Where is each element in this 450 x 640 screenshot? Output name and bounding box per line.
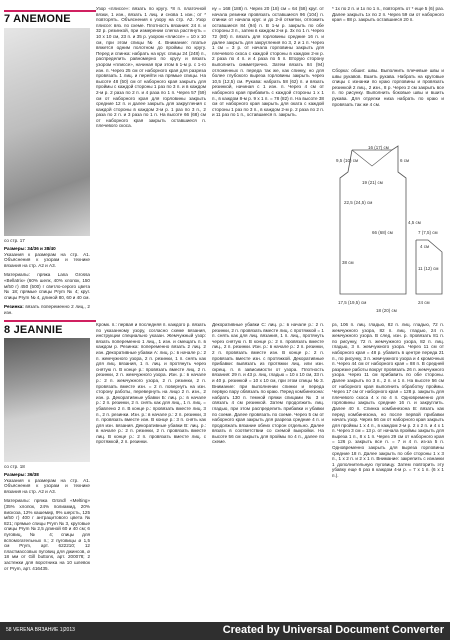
anemone-column-4: * 1х по 2 п. и 1х по 1 п., повторять от * еще 5 (6) раз. Далее закрыть 1х по 2 п. Через 59 см от наборного края = 88 р. закрыть оставшиеся 20 п. [332, 6, 444, 23]
anemone-photo-caption: со стр. 17 [4, 238, 25, 243]
anemone-pattern-schema [332, 144, 446, 318]
jeannie-photo [4, 338, 90, 462]
anemone-sizes-text: Указания к размерам на стр. А1. Объяснения к узорам и технике вязания на стр. А2 и А3. [4, 251, 90, 268]
schema-label-j: 4 см [420, 244, 430, 249]
jeannie-column-3: Декоративные убавки С: лиц. р.: в начале р.: 2 п. резинки, 2 п. провязать вместе лиц. с протяжкой = 1 п. снять как для лиц. вязания, 1 п. лиц., протянуть через снятую п. В конце р.: 2 п. провязать вместе лиц., 2 п. резинки. Изн. р.: в начале р.: 2 п. резинки, 2 п. провязать вместе изн. В конце р.: 2 п. провязать вместе изн. с протяжкой. Декоративные прибавки: вывязать из протяжки лиц. или изн. скрещ. п. в зависимости от узора. Плотность вязания: 29 п. и 43 р. лиц. гладью = 10 х 10 см, 33 п. и 40 р. резинкой = 10 х 10 см, при этом спицы № 3. Внимание: при выполнении спинки и переда первую пару обвязать по краю. Перед комбинезона: набрать 130 п. темной пряжи спицами № 3 и связать 4 см резинкой. Затем продолжить лиц. гладью, при этом распределить прибавки и убавки по схеме. Далее провязать по схеме. Через 5 см от наборного края закрыть для разреза средние 4 п. и продолжать вязание обеих сторон отдельно. Далее вязать в соответствии со схемой выкройки. На высоте 56 см закрыть для проймы по 4 п., далее по схеме. [212, 322, 324, 445]
section-title-anemone: 7 ANEMONE [4, 13, 71, 25]
page-number-masthead: 58 VERENA ВЯЗАНИЕ 1|2013 [6, 627, 75, 633]
jeannie-materials: Материалы: пряжа Gründl «Melting» (35% хлопок, 24% полиамид, 20% вискоза, 12% кашемир, 9% шерсть, 125 м/50 г) 400 г антрацитового цвета № 821; прямые спицы Prym № 3, круговые спицы Prym № 2,5 длиной 60 и 40 см; 6 пуговиц, № 4; спицы для вспомогательных п.; 2 пуговицы ø 1,5 см Prym, арт. 622210; 12 пластмассовых пуговиц для джинсов, ø 18 мм от Gill buttons, арт. 200078; 2 застежки для воротника на 10 шлевок от Prym, арт. 416435. [4, 498, 90, 571]
jeannie-photo-caption: со стр. 18 [4, 464, 25, 469]
anemone-photo [4, 28, 90, 236]
anemone-sizes-label: Размеры: 34/36 и 38/40 [4, 246, 56, 251]
schema-label-f: 66 (68) см [372, 230, 393, 235]
anemone-edge-label: Резинка: [4, 304, 24, 310]
schema-label-c: 6 см [400, 158, 410, 163]
jeannie-sizes-text: Указания к размерам на стр. А1. Объяснения к узорам и технике вязания на стр. А2 и А3. [4, 477, 90, 494]
jeannie-info [4, 472, 90, 620]
schema-label-k: 7 (7,5) см [418, 230, 438, 235]
anemone-column-3: ну = 168 (188) п. Через 20 (18) см = 64 (58) круг. от начала резинки провязать оставшиеся 96 (104) п. спинки от начала круг. и до 2-й отметки, отложить оставшиеся 84 (94) п. В 1-м р. закрыть по обе стороны 3 п., затем в каждом 2-м р. 3х по 1 п. Через 72 (80) п. вязать для горловины средние 16 п. и далее закрыть для закругления по 3, 2 и 1 п. Через 1 см = 3 р. от начала горловины закрыть для плечевого скоса с каждой стороны в каждом 2-м р. 2 раза по 4 п. и 4 раза по 5 п. Вторую сторону выполнить симметрично. Затем вязать 84 (94) отложенных п. переда так же, как спинку, но для более глубокого выреза горловины закрыть через 10,5 (12,5) см. Рукава: набрать 58 (62) п. и вязать резинкой, начиная с 1 изн. п. Через 4 см от наборного края прибавить с каждой стороны 1 х 1 п., в каждом 8-м р. 9 х 1 п. = 78 (82) п. На высоте 38 см от наборного края закрыть для оката с каждой стороны 1 раз по 3 п., в каждом 2-м р. 2 раза по 2 п. и 11 раз по 1 п., оставшиеся п. закрыть. [212, 6, 324, 118]
schema-label-g: 38 см [342, 260, 354, 265]
section-rule [4, 320, 96, 322]
schema-label-m: 24 см [418, 300, 430, 305]
jeannie-sizes-label: Размеры: 36/38 [4, 472, 39, 477]
schema-label-i: 18 (20) см [376, 308, 397, 313]
schema-label-b: 16 (17) см [368, 145, 389, 150]
schema-body-outline [340, 146, 406, 294]
section-rule [4, 10, 96, 12]
converter-watermark: Created by Universal Document Converter [222, 624, 444, 636]
jeannie-column-4: рз, 106 п. лиц. гладью, 82 п. лиц. гладью, 72 п. жемчужного узора, 82 п. лиц. гладью, 24 п. жемчужного узора. В след. изн. р. провязать 81 п. по рисунку, 72 п. жемчужного узора, 82 п. лиц. гладью, 3 п. жемчужного узора. Через 11 см от наборного края = 48 р. убавить в центре переда 21 п., по рисунку, 3 п. жемчужного узора и 4 кромочных п. Через 44 см от наборного края = 88 п. В средней разрезке работы вокруг провязать 26 п. жемчужного узора. Через 11 см прибавить по обе стороны. Далее закрыть по 3 п., 2 п. и 1 п. На высоте 56 см от наборного края выполнить обработку проймы. Через 17 см от наборного края = 128 р. закрыть для плечевого скоса 4 х по 4 п. Одновременно для горловины закрыть средние 16 п. и закруглить. Далее 40 п. Спинка комбинезона В: вязать как перед комбинезона, но после первой прибавки начать узор. Через 56 см от наборного края закрыть для проймы 1 х 4 п., в каждом 2-м р. 2 х 2 п. и 4 х 1 п. Через 3 см = 13 р. от начала проймы закрыть для выреза 1 п., 8 х 1 п. Через 29 см от наборного края = 126 р. закрыть все п. = 7 и 4 п. из-за 5 п. Одновременно закрыть для выреза горловины средние 18 п. Далее закрыть по обе стороны 1 х 3 п., 1 х 2 п. и 2 х 1 п. Внимание: закрепить с изнанки 1 дополнительную пуговицу. Затем повторить эту убавку еще 6 раз в каждом 4-м р. = 7 х 1 п. (6 х 1 п.). [332, 322, 444, 479]
section-title-jeannie: 8 JEANNIE [4, 324, 63, 336]
schema-label-l: 11 (12) см [418, 266, 439, 271]
anemone-assembly: Сборка: обшит. швы. Выполнить плечевые швы и швы рукавов. Вшить рукава. Набрать на круговые спицы с изнанки по краю горловины и провязать резинкой 2 лиц., 2 изн., 8 р. Через 2 см закрыть все п. по рисунку. Выполнить боковые швы и вшить рукава. Для отделки низа набрать по краю и провязать так же 4 см. [332, 68, 444, 107]
schema-label-h: 17,5 (19,5) см [338, 300, 367, 305]
anemone-column-2: Узор «плиссе»: вязать по кругу. *8 п. платочной вязки, 1 изн., вязать 1 лиц. и снова 1 изн.; от * повторять. Объяснения к узору на стр. А2. Узор плиссе: вяз. по схеме. Плотность вязания: 24 п. и 32 р. резинкой, при измерении слегка растянуть = 10 х 10 см, 23 п. и 35 р. узором «плиссе» = 10 х 10 см, при этом спицы № 4. Внимание: платье вяжется одним полотном до проймы по кругу. Перед и спинка: набрать на круг. спицы 24 (248) п., распределить равномерно по кругу и вязать узором «плиссе», начиная при этом в 1-м р. с 1-го изн. п. Через 25 см от наборного края для разреза провязать 1 лиц. и перейти на прямые спицы. На высоте 48 (50) см от наборного края закрыть для проймы с каждой стороны 1 раз по 3 п. и в каждом 2-м р. 2 раза по 2 п. и 4 раза по 1 п. Через 57 (59) см от наборного края для горловины закрыть средние 12 п. и далее закрыть для закругления с каждой стороны в каждом 2-м р. 1 раз по 3 п., 2 раза по 2 п. и 3 раза по 1 п. На высоте 66 (68) см от наборного края закрыть оставшиеся п. плечевого скоса. [96, 6, 206, 129]
schema-label-e: 22,5 (24,5) см [344, 200, 373, 205]
anemone-edge-text: вязать попеременно 2 лиц., 2 изн. [4, 304, 90, 315]
jeannie-column-2: Кромк. п.: первая и последняя п. каждого р. вязать по указанному узору, согласно схеме вязания, инструкции специально указан. Жемчужный узор: вязать попеременно 1 лиц., 1 изн. и смещать п. в каждом р. Резинка: попеременно вязать 2 лиц. 2 изн. Декоративные убавки А: лиц. р.: в начале р.: 2 п. жемчужного узора, 2 п. резинки, 1 п. снять как для лиц. вязания, 1 п. лиц. и протянуть через снятую п. В конце р.: провязать вместе лиц. 2 п. резинки, 2 п. жемчужного узора. Изн. р.: в начале р.: 2 п. жемчужного узора, 2 п. резинки, 2 п. провязать вместе изн. = 2 п. повернуть на изн. сторону работы, перевернуть на лицо 2 п. изн., 2 изн. р. Декоративные убавки Б: лиц. р.: в начале р.: 2 п. резинки, 2 п. снять как для лиц., 1 п. лиц. = убавлено 2 п. В конце р.: провязать вместе лиц. 3 п., 2 п. резинки. Изн. р.: в начале р.: 2 п. резинки, 3 п. провязать вместе изн. В конце р.: 3 п. снять как для изн. вязания. Декоративные убавки В: лиц. р.: в начале р.: 2 п. резинки, 2 п. провязать вместе лиц. В конце р.: 2 п. провязать вместе лиц. с протяжкой, 2 п. резинки. [96, 322, 206, 445]
schema-label-n: 4,5 см [408, 220, 421, 225]
schema-label-d: 19 (21) см [362, 180, 383, 185]
schema-label-a: 9,5 (10) см [336, 158, 359, 163]
anemone-materials: Материалы: пряжа Lana Grossa «Bellatrix» (60% шелк, 40% хлопок, 150 м/50 г) 450 (500) г светло-серого цвета № 18; прямые спицы Prym № 4; круг. спицы Prym № 4, длиной 80, 60 и 40 см. [4, 272, 90, 300]
